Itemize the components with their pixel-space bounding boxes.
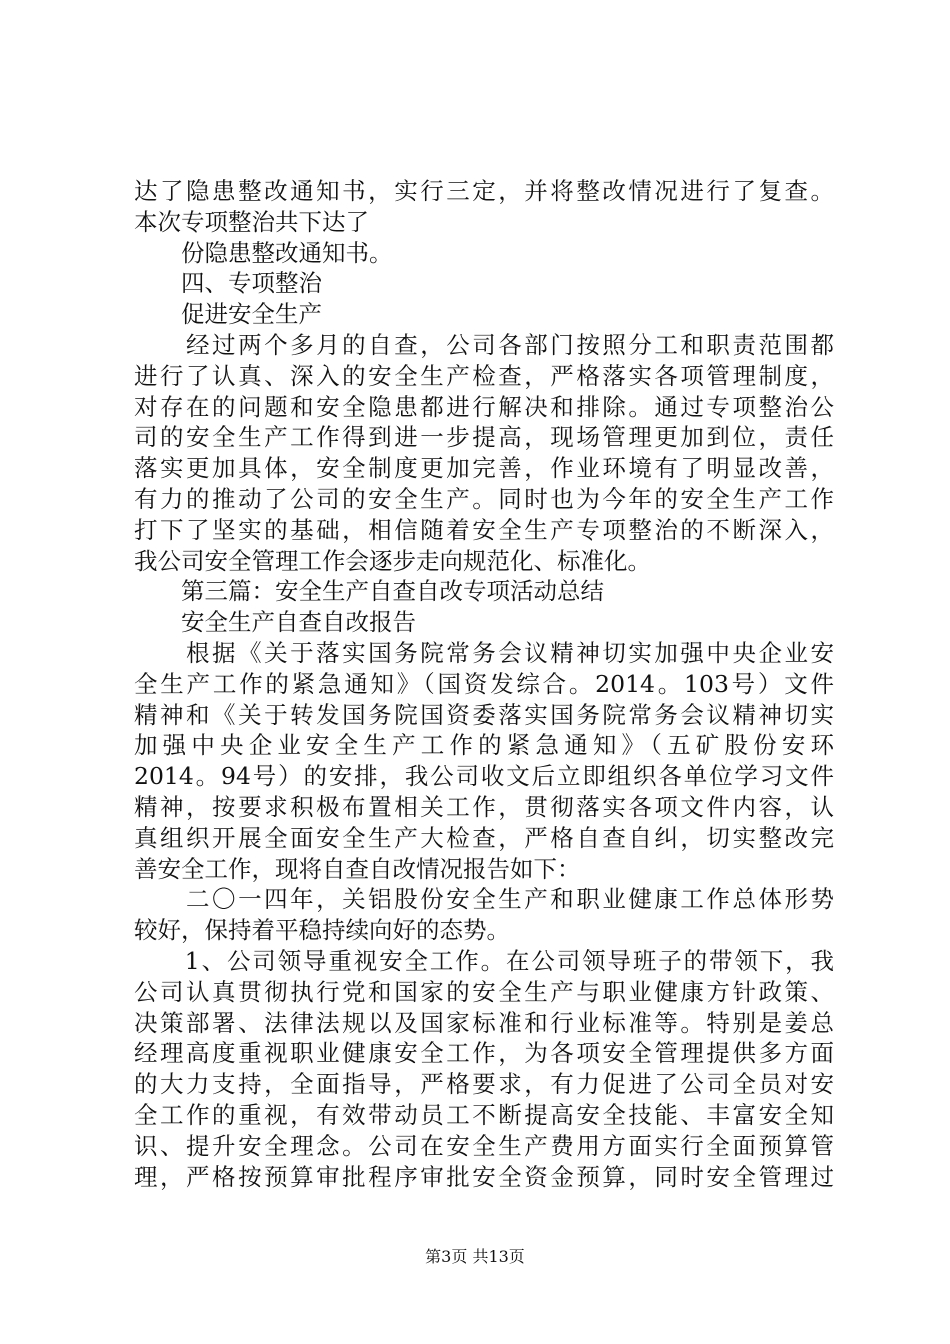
text-line: 进行了认真、深入的安全生产检查，严格落实各项管理制度， (134, 361, 834, 390)
text-line: 较好，保持着平稳持续向好的态势。 (134, 916, 510, 945)
section-heading: 四、专项整治 (134, 269, 322, 298)
text-line: 决策部署、法律法规以及国家标准和行业标准等。特别是姜总 (134, 1008, 834, 1037)
text-line: 有力的推动了公司的安全生产。同时也为今年的安全生产工作 (134, 484, 834, 513)
text-line: 全工作的重视，有效带动员工不断提高安全技能、丰富安全知 (134, 1100, 834, 1129)
text-line: 真组织开展全面安全生产大检查，严格自查自纠，切实整改完 (134, 823, 834, 852)
text-line: 的大力支持，全面指导，严格要求，有力促进了公司全员对安 (134, 1070, 834, 1099)
text-line: 公司认真贯彻执行党和国家的安全生产与职业健康方针政策、 (134, 977, 834, 1006)
text-line: 对存在的问题和安全隐患都进行解决和排除。通过专项整治公 (134, 392, 834, 421)
section-heading: 第三篇：安全生产自查自改专项活动总结 (134, 577, 604, 606)
text-line: 全生产工作的紧急通知》（国资发综合。2014。103号）文件 (134, 669, 834, 698)
text-line: 根据《关于落实国务院常务会议精神切实加强中央企业安 (134, 638, 834, 667)
text-line: 善安全工作，现将自查自改情况报告如下： (134, 854, 581, 883)
body-text (134, 176, 834, 1192)
text-line: 2014。94号）的安排，我公司收文后立即组织各单位学习文件 (134, 762, 834, 791)
text-line: 1、公司领导重视安全工作。在公司领导班子的带领下，我 (134, 946, 834, 975)
text-line: 精神，按要求积极布置相关工作，贯彻落实各项文件内容，认 (134, 792, 834, 821)
text-line: 份隐患整改通知书。 (134, 238, 393, 267)
text-line: 本次专项整治共下达了 (134, 207, 369, 236)
page-number-footer: 第3页 共13页 (425, 1247, 525, 1266)
text-line: 我公司安全管理工作会逐步走向规范化、标准化。 (134, 546, 651, 575)
text-line: 打下了坚实的基础，相信随着安全生产专项整治的不断深入， (134, 515, 834, 544)
text-line: 二〇一四年，关铝股份安全生产和职业健康工作总体形势 (134, 885, 834, 914)
text-line: 司的安全生产工作得到进一步提高，现场管理更加到位，责任 (134, 423, 834, 452)
text-line: 经理高度重视职业健康安全工作，为各项安全管理提供多方面 (134, 1039, 834, 1068)
text-line: 加强中央企业安全生产工作的紧急通知》（五矿股份安环 (134, 731, 834, 760)
text-line: 精神和《关于转发国务院国资委落实国务院常务会议精神切实 (134, 700, 834, 729)
section-heading: 促进安全生产 (134, 300, 322, 329)
text-line: 落实更加具体，安全制度更加完善，作业环境有了明显改善， (134, 454, 834, 483)
text-line: 识、提升安全理念。公司在安全生产费用方面实行全面预算管 (134, 1131, 834, 1160)
text-line: 经过两个多月的自查，公司各部门按照分工和职责范围都 (134, 330, 834, 359)
text-line: 理，严格按预算审批程序审批安全资金预算，同时安全管理过 (134, 1162, 834, 1191)
section-heading: 安全生产自查自改报告 (134, 608, 416, 637)
text-line: 达了隐患整改通知书，实行三定，并将整改情况进行了复查。 (134, 177, 834, 205)
